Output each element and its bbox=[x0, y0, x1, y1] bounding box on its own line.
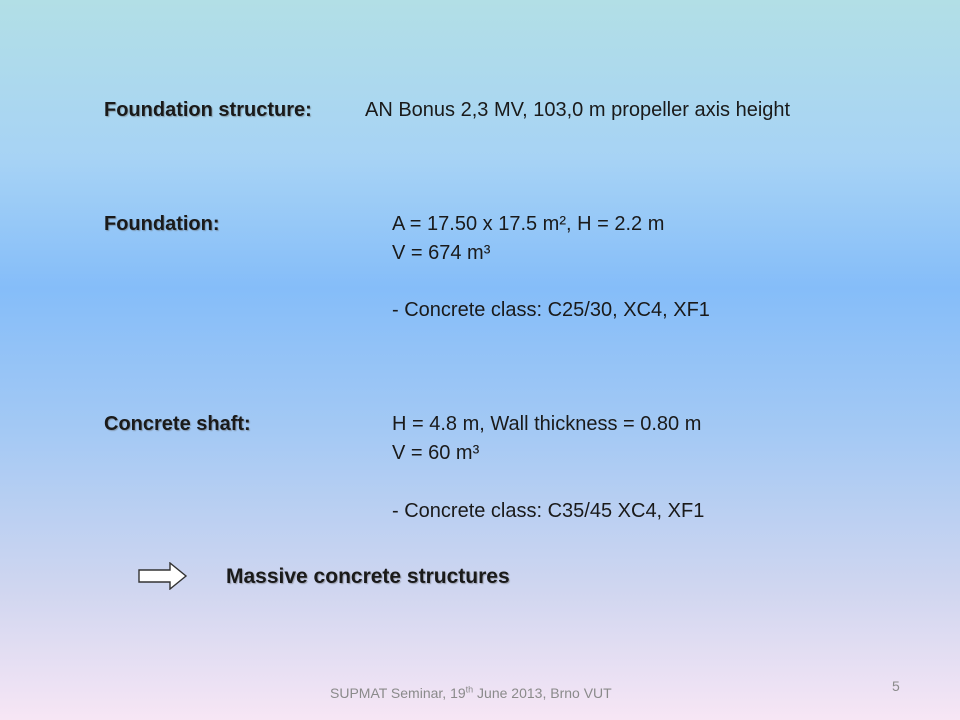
footer-suffix: June 2013, Brno VUT bbox=[473, 685, 612, 701]
foundation-area-line: A = 17.50 x 17.5 m², H = 2.2 m bbox=[392, 213, 665, 235]
foundation-structure-text: AN Bonus 2,3 MV, 103,0 m propeller axis height bbox=[365, 99, 791, 121]
footer-text bbox=[330, 684, 612, 702]
foundation-volume-line: V = 674 m³ bbox=[392, 242, 491, 264]
right-arrow-icon bbox=[138, 562, 188, 590]
footer-superscript: th bbox=[465, 684, 474, 695]
concrete-shaft-label: Concrete shaft: bbox=[104, 413, 251, 435]
page-number: 5 bbox=[892, 678, 900, 694]
foundation-label: Foundation: bbox=[104, 213, 220, 235]
foundation-concrete-class-line: - Concrete class: C25/30, XC4, XF1 bbox=[392, 299, 710, 321]
shaft-dimensions-line: H = 4.8 m, Wall thickness = 0.80 m bbox=[392, 413, 702, 435]
conclusion-text: Massive concrete structures bbox=[226, 565, 510, 588]
foundation-structure-label: Foundation structure: bbox=[104, 99, 312, 121]
footer-prefix: SUPMAT Seminar, 19 bbox=[330, 685, 466, 701]
shaft-concrete-class-line: - Concrete class: C35/45 XC4, XF1 bbox=[392, 500, 705, 522]
shaft-volume-line: V = 60 m³ bbox=[392, 442, 480, 464]
